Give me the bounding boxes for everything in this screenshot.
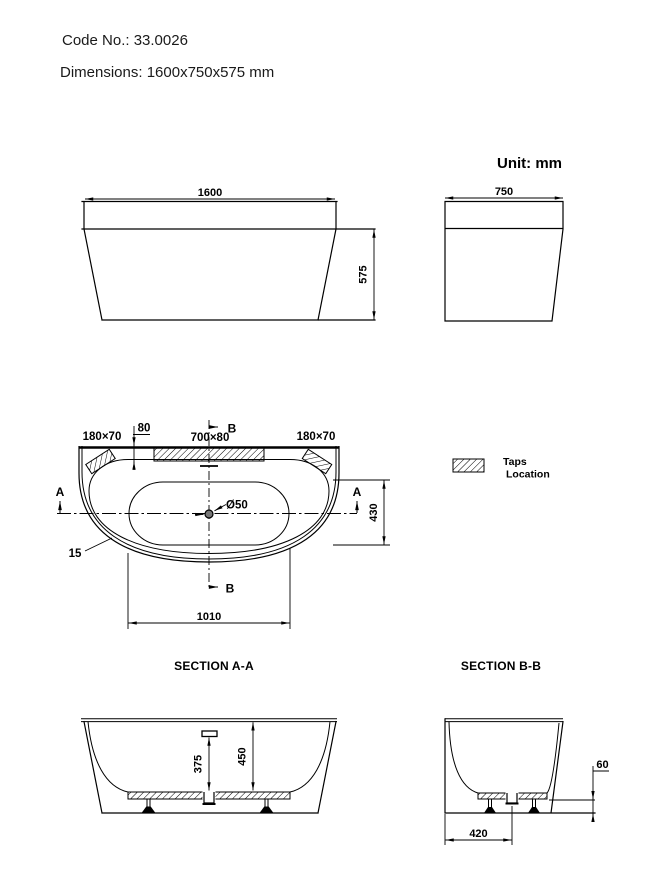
section-a-label-left: A — [55, 485, 65, 499]
section-bb-title: SECTION B-B — [460, 659, 542, 673]
drain-circle — [205, 510, 213, 518]
section-aa-foot-left — [142, 799, 156, 813]
section-bb-clearance-label: 60 — [596, 759, 609, 771]
side-view — [445, 186, 563, 321]
front-view-width-label: 1600 — [197, 187, 223, 199]
section-b-label-bottom: B — [225, 581, 235, 596]
section-aa-rim-lines — [81, 719, 337, 722]
taps-legend-line1: Taps — [503, 456, 527, 468]
unit-label: Unit: mm — [497, 155, 562, 172]
inner-length-label: 1010 — [196, 611, 222, 623]
tap-zone-left — [86, 449, 115, 473]
section-bb-foot-left — [484, 799, 496, 813]
section-aa-overflow — [202, 731, 217, 737]
front-view-height-label: 575 — [357, 265, 370, 284]
rim-thickness-label: 15 — [68, 548, 82, 560]
rim-thickness-leader — [85, 538, 112, 551]
inner-width-label: 430 — [368, 503, 380, 522]
section-bb-foot-right — [528, 799, 540, 813]
front-view — [82, 187, 375, 320]
inner-width-ext-lines — [333, 480, 390, 545]
drain-arrow-right — [215, 505, 227, 511]
plan-view — [56, 420, 390, 629]
tap-zone-right — [302, 449, 331, 473]
code-number-text: Code No.: 33.0026 — [62, 32, 188, 49]
overall-dimensions-text: Dimensions: 1600x750x575 mm — [60, 64, 275, 81]
section-aa — [81, 659, 337, 813]
side-view-outline — [445, 202, 563, 322]
taps-legend-swatch — [453, 459, 484, 472]
tap-center-label: 700×80 — [190, 432, 230, 444]
tap-right-label: 180×70 — [296, 431, 336, 443]
taps-legend-line2: Location — [506, 468, 550, 481]
side-view-width-label: 750 — [494, 186, 514, 198]
section-bb-offset-label: 420 — [469, 828, 488, 840]
section-aa-title: SECTION A-A — [174, 659, 254, 673]
section-aa-foot-right — [260, 799, 274, 813]
section-bb — [445, 659, 609, 845]
section-bb-clearance-dim — [593, 766, 609, 818]
drain-label: Ø50 — [226, 499, 248, 512]
tap-left-label: 180×70 — [82, 431, 122, 443]
section-aa-overflow-label: 375 — [192, 754, 205, 774]
section-b-label-top: B — [227, 421, 237, 436]
deck-depth-label: 80 — [137, 422, 151, 435]
taps-legend — [453, 456, 550, 481]
front-view-outline — [82, 202, 375, 321]
section-aa-depth-label: 450 — [236, 747, 249, 766]
section-bb-rim-lines — [445, 719, 563, 722]
section-a-label-right: A — [352, 485, 362, 499]
section-bb-inner-walls — [449, 722, 559, 793]
